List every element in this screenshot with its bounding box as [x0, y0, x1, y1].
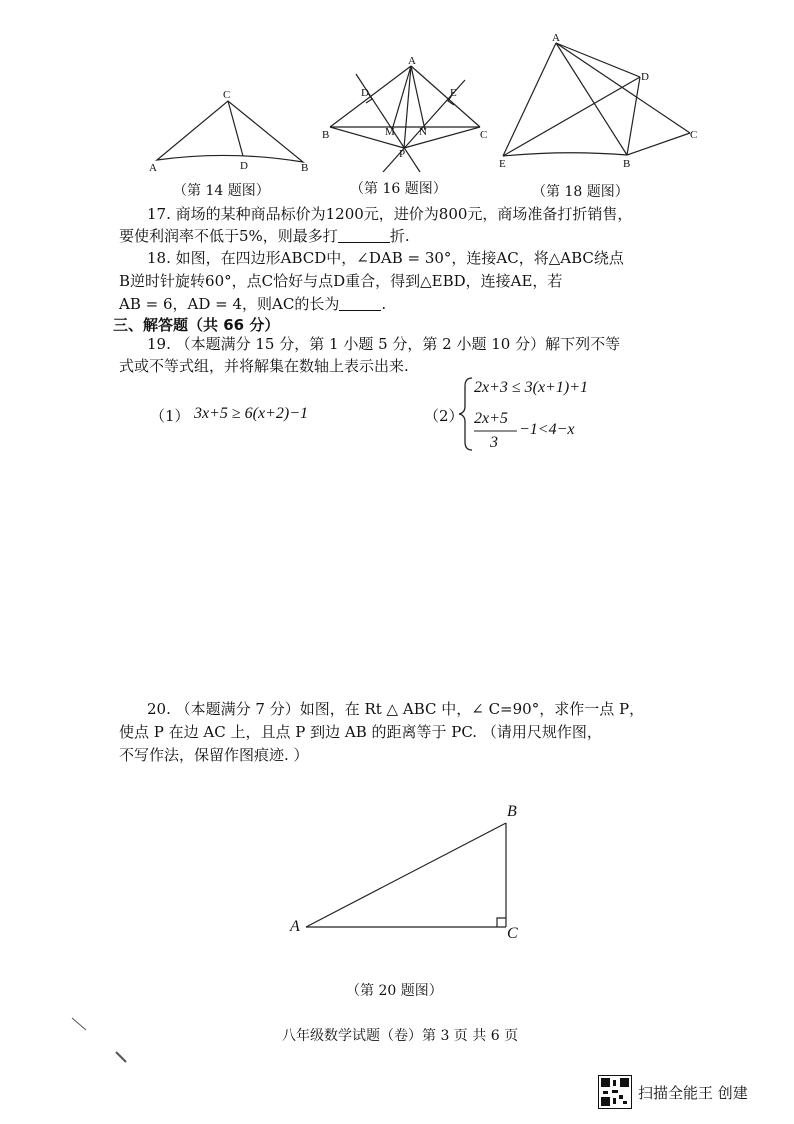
q20-line-2: 使点 P 在边 AC 上，且点 P 到边 AB 的距离等于 PC. （请用尺规作图，	[119, 723, 602, 741]
fig18-label-d: D	[641, 71, 649, 83]
fig16-label-e: E	[450, 87, 457, 99]
q19-part-2-denominator: 3	[490, 434, 498, 451]
fig16-label-d: D	[361, 87, 369, 99]
q19-part-2-label: （2）	[424, 407, 464, 425]
fig16-label-c: C	[480, 129, 488, 141]
fig18-label-c: C	[690, 129, 698, 141]
q18-line-2: B逆时针旋转60°，点C恰好与点D重合，得到△EBD，连接AE，若	[119, 272, 563, 290]
fig16-label-m: M	[385, 126, 395, 138]
fig20-caption: （第 20 题图）	[346, 983, 443, 999]
page-footer: 八年级数学试题（卷）第 3 页 共 6 页	[282, 1028, 519, 1044]
q20-line-1: 20. （本题满分 7 分）如图，在 Rt △ ABC 中，∠ C=90°，求作一点 P，	[147, 700, 645, 718]
q18-line-1: 18. 如图，在四边形ABCD中，∠DAB = 30°，连接AC，将△ABC绕点	[147, 249, 624, 267]
q17-line-2-tail: 折.	[389, 227, 410, 245]
q18-line-3-text: AB = 6，AD = 4，则AC的长为	[119, 295, 340, 313]
q19-part-1-expression: 3x+5 ≥ 6(x+2)−1	[194, 405, 309, 422]
q17-line-2-text: 要使利润率不低于5%，则最多打	[119, 227, 338, 245]
fig16-label-n: N	[419, 126, 427, 138]
q19-part-2-tail: −1<4−x	[519, 421, 575, 438]
fig16-label-b: B	[322, 129, 330, 141]
q19-part-1-label: （1）	[150, 407, 190, 425]
q19-line-2: 式或不等式组，并将解集在数轴上表示出来.	[119, 357, 409, 375]
q20-line-3: 不写作法，保留作图痕迹. ）	[119, 746, 309, 764]
q19-part-2-numerator: 2x+5	[474, 410, 508, 427]
fig18-label-a: A	[552, 32, 560, 44]
fig20-label-b: B	[507, 803, 517, 820]
section-3-heading: 三、解答题（共 66 分）	[113, 316, 280, 334]
fig16-label-a: A	[408, 55, 416, 67]
fig20-label-c: C	[507, 925, 518, 942]
fig14-label-b: B	[301, 162, 309, 174]
fig14-caption: （第 14 题图）	[173, 183, 270, 199]
fig16-caption: （第 16 题图）	[350, 181, 447, 197]
q19-line-1: 19. （本题满分 15 分，第 1 小题 5 分，第 2 小题 10 分）解下列不等	[147, 335, 621, 353]
fig18-label-b: B	[623, 158, 631, 170]
fig20-label-a: A	[290, 918, 300, 935]
fig14-label-c: C	[223, 89, 231, 101]
watermark-text: 扫描全能王 创建	[638, 1084, 748, 1102]
q18-line-3-tail: .	[381, 295, 387, 313]
fig14-label-d: D	[240, 160, 248, 172]
fig18-label-e: E	[499, 158, 506, 170]
fig18-caption: （第 18 题图）	[532, 184, 629, 200]
qr-code-icon	[598, 1075, 632, 1109]
fig16-label-p: P	[399, 148, 406, 160]
q17-line-1: 17. 商场的某种商品标价为1200元，进价为800元，商场准备打折销售，	[147, 205, 633, 223]
q19-part-2-line-1: 2x+3 ≤ 3(x+1)+1	[474, 379, 589, 396]
fig14-label-a: A	[149, 162, 157, 174]
